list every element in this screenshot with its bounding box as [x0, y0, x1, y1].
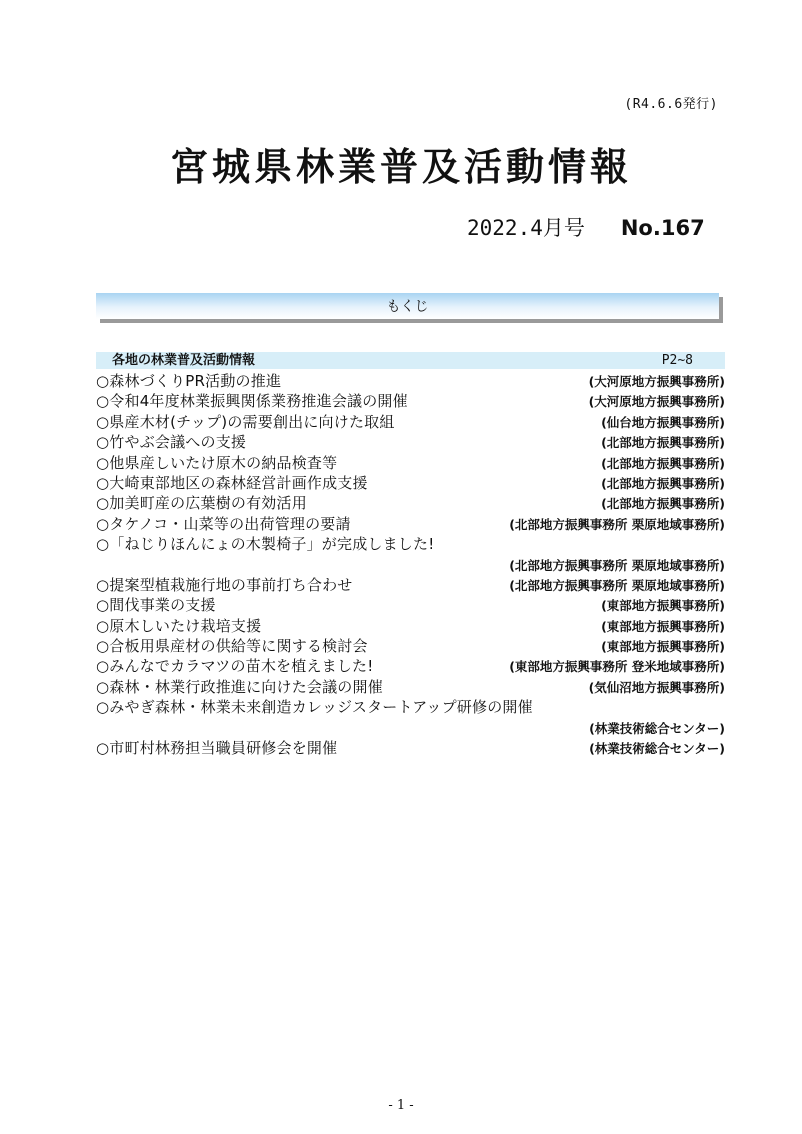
- toc-line: [96, 595, 725, 615]
- toc-item-office: (北部地方振興事務所 栗原地域事務所): [509, 516, 725, 532]
- toc-item-title: ○原木しいたけ栽培支援: [96, 616, 262, 635]
- toc-line: [96, 575, 725, 595]
- toc-item-title: ○合板用県産材の供給等に関する検討会: [96, 637, 368, 656]
- toc-item-title: ○加美町産の広葉樹の有効活用: [96, 494, 307, 513]
- toc-line: [96, 391, 725, 411]
- toc-item-title: ○竹やぶ会議への支援: [96, 433, 247, 452]
- toc-item-title: ○大崎東部地区の森林経営計画作成支援: [96, 473, 368, 492]
- toc-item-title: ○間伐事業の支援: [96, 596, 216, 615]
- toc-item-office: (北部地方振興事務所): [601, 435, 725, 451]
- toc-item-office: (北部地方振興事務所 栗原地域事務所): [509, 557, 725, 573]
- toc-line: [96, 473, 725, 493]
- toc-item-title: ○タケノコ・山菜等の出荷管理の要請: [96, 514, 351, 533]
- toc-item-title: ○森林づくりPR活動の推進: [96, 372, 282, 390]
- issue-line: [467, 212, 705, 242]
- toc-line: [96, 371, 725, 391]
- page-title: 宮城県林業普及活動情報: [169, 145, 632, 189]
- toc-line: [96, 412, 725, 432]
- toc-line: [96, 697, 725, 717]
- toc-line: [96, 432, 725, 452]
- section-pages: P2~8: [661, 353, 693, 368]
- section-label: 各地の林業普及活動情報: [112, 353, 256, 368]
- toc-item-title: ○「ねじりほんにょの木製椅子」が完成しました!: [96, 535, 435, 554]
- toc-item-office: (気仙沼地方振興事務所): [588, 679, 725, 695]
- toc-item-office: (東部地方振興事務所 登米地域事務所): [509, 659, 725, 675]
- toc-item-office: (仙台地方振興事務所): [601, 414, 725, 430]
- toc-item-title: ○県産木材(チップ)の需要創出に向けた取組: [96, 412, 395, 431]
- toc-item-office: (北部地方振興事務所): [601, 496, 725, 512]
- toc-line: [96, 534, 725, 554]
- toc-line: [96, 555, 725, 575]
- toc-item-office: (林業技術総合センター): [589, 720, 725, 736]
- toc-item-office: (東部地方振興事務所): [601, 598, 725, 614]
- section-header: [96, 352, 725, 369]
- toc-line: [96, 656, 725, 676]
- toc-item-title: ○提案型植栽施行地の事前打ち合わせ: [96, 575, 353, 594]
- toc-line: [96, 677, 725, 697]
- toc-line: [96, 636, 725, 656]
- toc-item-title: ○森林・林業行政推進に向けた会議の開催: [96, 677, 383, 696]
- toc-item-title: ○令和4年度林業振興関係業務推進会議の開催: [96, 392, 408, 411]
- toc-item-title: ○みやぎ森林・林業未来創造カレッジスタートアップ研修の開催: [96, 698, 533, 717]
- toc-item-office: (東部地方振興事務所): [601, 639, 725, 655]
- toc-item-office: (東部地方振興事務所): [601, 618, 725, 634]
- toc-line: [96, 453, 725, 473]
- toc-heading-banner: [96, 293, 719, 319]
- toc-line: [96, 616, 725, 636]
- toc-line: [96, 718, 725, 738]
- toc-item-title: ○みんなでカラマツの苗木を植えました!: [96, 657, 374, 676]
- toc-line: [96, 493, 725, 513]
- toc-item-office: (大河原地方振興事務所): [588, 394, 725, 410]
- toc-item-title: ○市町村林務担当職員研修会を開催: [96, 739, 338, 758]
- toc-item-office: (北部地方振興事務所 栗原地域事務所): [509, 577, 725, 593]
- issue-number: No.167: [620, 216, 705, 240]
- toc-heading: もくじ: [386, 299, 429, 315]
- issue-month: 2022.4月号: [467, 216, 585, 240]
- toc-item-office: (北部地方振興事務所): [601, 455, 725, 471]
- page-number: - 1 -: [388, 1098, 414, 1113]
- toc-line: [96, 514, 725, 534]
- toc-item-office: (大河原地方振興事務所): [588, 374, 725, 389]
- toc-item-office: (北部地方振興事務所): [601, 475, 725, 491]
- toc-item-office: (林業技術総合センター): [589, 741, 725, 757]
- toc-list: [96, 371, 725, 758]
- toc-item-title: ○他県産しいたけ原木の納品検査等: [96, 453, 338, 472]
- issue-date: (R4.6.6発行): [624, 97, 718, 112]
- toc-line: [96, 738, 725, 758]
